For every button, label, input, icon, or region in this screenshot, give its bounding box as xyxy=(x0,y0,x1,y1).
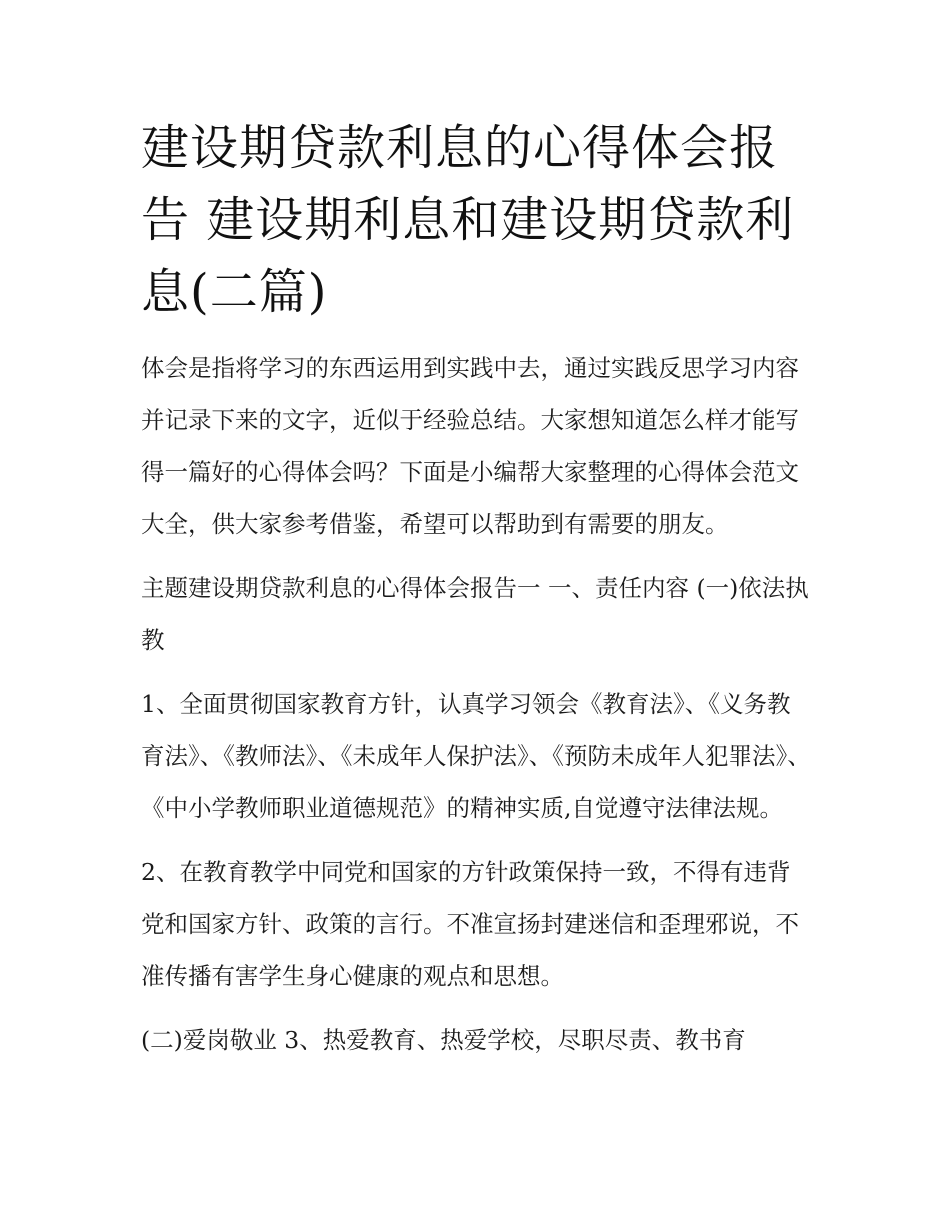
section-heading-paragraph: 主题建设期贷款利息的心得体会报告一 一、责任内容 (一)依法执教 xyxy=(141,574,809,654)
item-1-paragraph: 1、全面贯彻国家教育方针，认真学习领会《教育法》、《义务教育法》、《教师法》、《未成年人保护法》、《预防未成年人犯罪法》、《中小学教师职业道德规范》的精神实质,自觉遵守法律法规。 xyxy=(141,690,811,822)
item-2-paragraph: 2、在教育教学中同党和国家的方针政策保持一致，不得有违背党和国家方针、政策的言行。不准宣扬封建迷信和歪理邪说，不准传播有害学生身心健康的观点和思想。 xyxy=(141,858,799,990)
item-3-paragraph: (二)爱岗敬业 3、热爱教育、热爱学校，尽职尽责、教书育 xyxy=(141,1026,746,1054)
document-body xyxy=(141,112,813,1066)
intro-paragraph: 体会是指将学习的东西运用到实践中去，通过实践反思学习内容并记录下来的文字，近似于经验总结。大家想知道怎么样才能写得一篇好的心得体会吗？下面是小编帮大家整理的心得体会范文大全，供大家参考借鉴，希望可以帮助到有需要的朋友。 xyxy=(141,354,799,538)
document-title: 建设期贷款利息的心得体会报告 建设期利息和建设期贷款利息(二篇) xyxy=(141,120,795,320)
